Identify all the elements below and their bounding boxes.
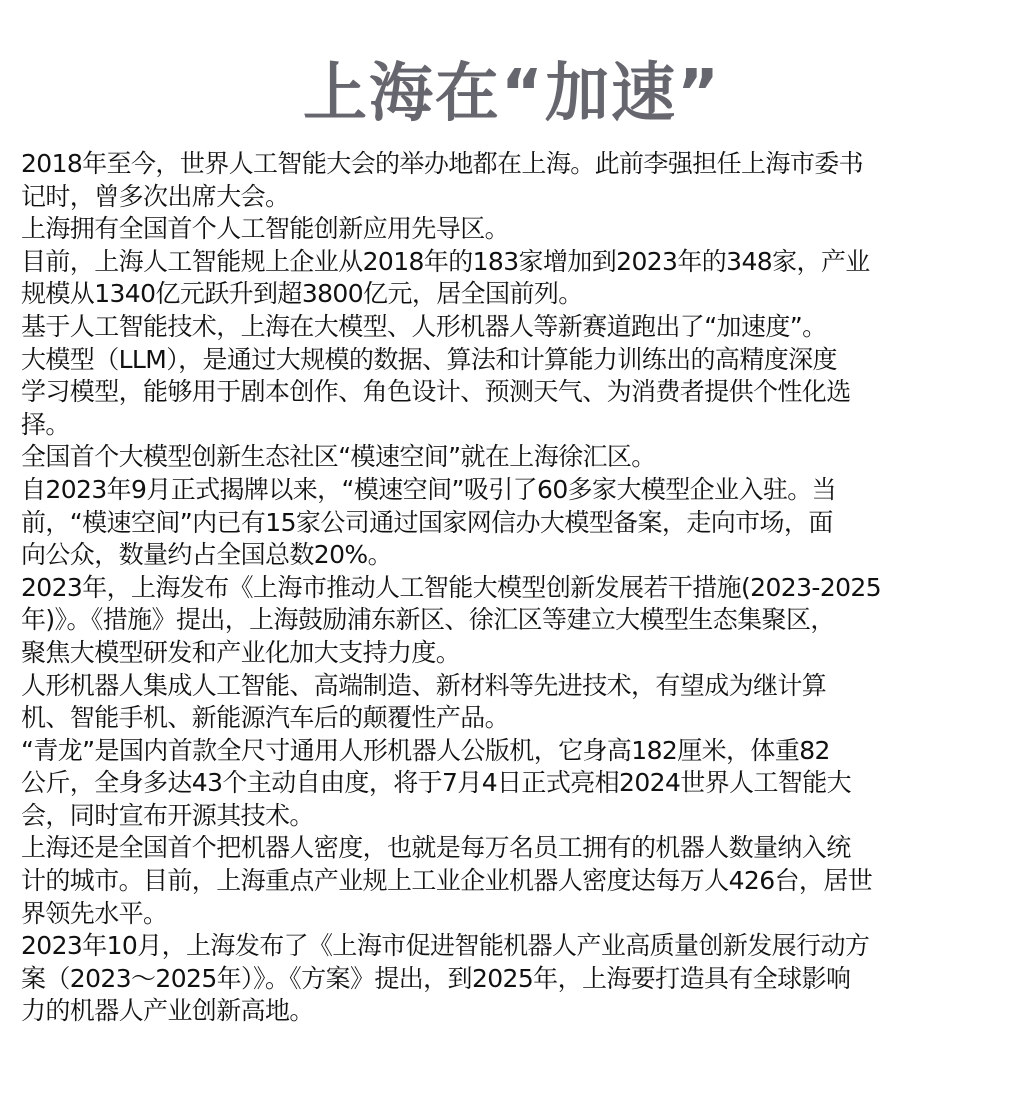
text-line: 大模型（LLM），是通过大规模的数据、算法和计算能力训练出的高精度深度	[21, 344, 837, 374]
text-line: 机、智能手机、新能源汽车后的颠覆性产品。	[21, 703, 510, 733]
text-line: 聚焦大模型研发和产业化加大支持力度。	[21, 637, 461, 667]
text-line: 规模从1340亿元跃升到超3800亿元，居全国前列。	[21, 279, 583, 309]
text-line: 力的机器人产业创新高地。	[21, 996, 314, 1026]
article-body	[21, 148, 1006, 1028]
text-line: 目前，上海人工智能规上企业从2018年的183家增加到2023年的348家，产业	[21, 246, 870, 276]
text-line: 2023年10月，上海发布了《上海市促进智能机器人产业高质量创新发展行动方	[21, 931, 870, 961]
text-line: 全国首个大模型创新生态社区“模速空间”就在上海徐汇区。	[21, 442, 656, 472]
text-line: 学习模型，能够用于剧本创作、角色设计、预测天气、为消费者提供个性化选	[21, 377, 851, 407]
text-line: 年)》。《措施》提出，上海鼓励浦东新区、徐汇区等建立大模型生态集聚区，	[21, 605, 835, 635]
text-line: 案（2023～2025年）》。《方案》提出，到2025年，上海要打造具有全球影响	[21, 963, 851, 993]
text-line: 公斤，全身多达43个主动自由度，将于7月4日正式亮相2024世界人工智能大	[21, 768, 852, 798]
text-line: 记时，曾多次出席大会。	[21, 181, 290, 211]
text-line: 上海还是全国首个把机器人密度，也就是每万名员工拥有的机器人数量纳入统	[21, 833, 851, 863]
text-line: 2018年至今，世界人工智能大会的举办地都在上海。此前李强担任上海市委书	[21, 149, 864, 178]
text-line: 上海拥有全国首个人工智能创新应用先导区。	[21, 214, 510, 244]
text-line: 基于人工智能技术，上海在大模型、人形机器人等新赛道跑出了“加速度”。	[21, 311, 827, 341]
text-line: 计的城市。目前，上海重点产业规上工业企业机器人密度达每万人426台，居世	[21, 866, 873, 896]
text-line: 自2023年9月正式揭牌以来，“模速空间”吸引了60多家大模型企业入驻。当	[21, 474, 837, 504]
text-line: 人形机器人集成人工智能、高端制造、新材料等先进技术，有望成为继计算	[21, 670, 827, 700]
text-line: “青龙”是国内首款全尺寸通用人形机器人公版机，它身高182厘米，体重82	[21, 735, 830, 765]
text-line: 2023年，上海发布《上海市推动人工智能大模型创新发展若干措施(2023-2025	[21, 572, 882, 602]
text-line: 会，同时宣布开源其技术。	[21, 800, 314, 830]
text-line: 界领先水平。	[21, 898, 168, 928]
text-line: 前，“模速空间”内已有15家公司通过国家网信办大模型备案，走向市场，面	[21, 507, 833, 537]
text-line: 向公众，数量约占全国总数20%。	[21, 540, 392, 570]
text-line: 择。	[21, 409, 70, 439]
page-title: 上海在“加速”	[302, 57, 722, 131]
